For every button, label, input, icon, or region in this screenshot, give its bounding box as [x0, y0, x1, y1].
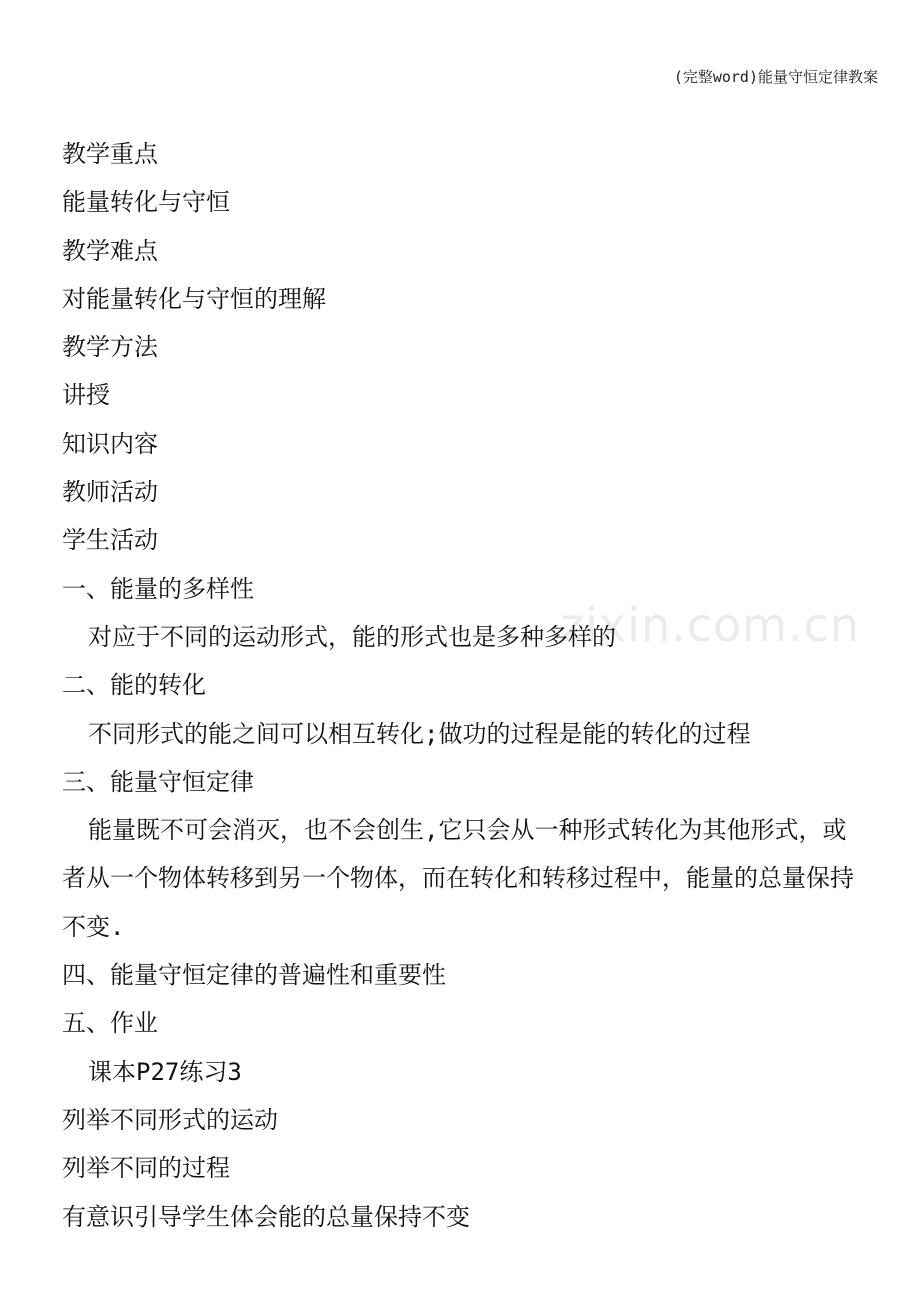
section-5-text: 课本P27练习3: [88, 1057, 242, 1086]
section-5-heading: 五、作业: [62, 1009, 158, 1038]
section-1-heading: 一、能量的多样性: [62, 574, 254, 603]
teacher-note-3: 有意识引导学生体会能的总量保持不变: [62, 1202, 470, 1231]
teacher-note-2: 列举不同的过程: [62, 1154, 230, 1183]
difficulty-text: 对能量转化与守恒的理解: [62, 284, 326, 313]
focus-text: 能量转化与守恒: [62, 188, 230, 217]
document-body: [62, 130, 862, 1241]
section-1-text: 对应于不同的运动形式，能的形式也是多种多样的: [88, 622, 616, 651]
method-text: 讲授: [62, 381, 110, 410]
method-heading: 教学方法: [62, 333, 158, 362]
difficulty-heading: 教学难点: [62, 236, 158, 265]
section-2-heading: 二、能的转化: [62, 671, 206, 700]
section-2-text: 不同形式的能之间可以相互转化;做功的过程是能的转化的过程: [88, 719, 751, 748]
document-header-title: (完整word)能量守恒定律教案: [673, 68, 878, 86]
knowledge-content-label: 知识内容: [62, 429, 158, 458]
section-4-heading: 四、能量守恒定律的普遍性和重要性: [62, 961, 446, 990]
teacher-activity-label: 教师活动: [62, 478, 158, 507]
focus-heading: 教学重点: [62, 140, 158, 168]
student-activity-label: 学生活动: [62, 526, 158, 555]
teacher-note-1: 列举不同形式的运动: [62, 1105, 278, 1134]
watermark: zixin.com.cn: [560, 598, 861, 652]
section-3-heading: 三、能量守恒定律: [62, 767, 254, 796]
section-3-paragraph: 能量既不可会消灭，也不会创生,它只会从一种形式转化为其他形式，或者从一个物体转移到另一个物体，而在转化和转移过程中，能量的总量保持不变.: [62, 816, 854, 941]
